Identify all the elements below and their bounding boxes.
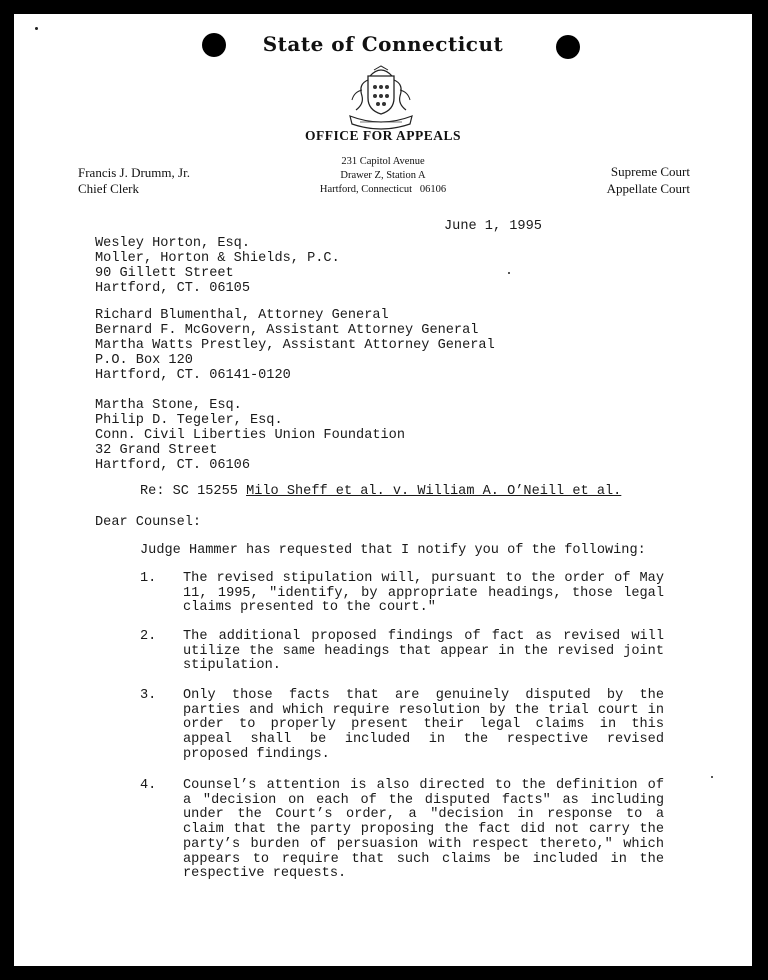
intro-paragraph: Judge Hammer has requested that I notify you of the following:	[140, 543, 646, 558]
item-text: Only those facts that are genuinely disputed by the parties and which require resolution by the trial court in order to properly present their legal claims in this appeal shall be included in the respective revised proposed findings.	[183, 688, 664, 762]
recipient-line: Conn. Civil Liberties Union Foundation	[95, 428, 405, 443]
office-heading: OFFICE FOR APPEALS	[304, 128, 461, 143]
recipient-block	[95, 398, 405, 473]
clerk-block	[78, 165, 190, 197]
recipient-block	[95, 308, 495, 383]
address-line: 231 Capitol Avenue	[341, 156, 425, 167]
recipient-line: 32 Grand Street	[95, 443, 218, 458]
item-text: The additional proposed findings of fact as revised will utilize the same headings that appear in the revised joint stipulation.	[183, 629, 664, 674]
recipient-line: 90 Gillett Street	[95, 266, 234, 281]
recipient-line: Martha Stone, Esq.	[95, 398, 242, 413]
clerk-name: Francis J. Drumm, Jr.	[78, 165, 190, 180]
speck-mark	[711, 776, 713, 778]
salutation: Dear Counsel:	[95, 515, 202, 530]
clerk-title: Chief Clerk	[78, 181, 140, 196]
recipient-line: Wesley Horton, Esq.	[95, 236, 250, 251]
speck-mark	[508, 272, 510, 274]
re-prefix: Re: SC 15255	[140, 484, 247, 499]
recipient-line: Martha Watts Prestley, Assistant Attorney General	[95, 338, 495, 353]
letter-page	[14, 14, 752, 966]
item-text: The revised stipulation will, pursuant to the order of May 11, 1995, "identify, by appropriate headings, those legal claims presented to the court."	[183, 571, 664, 616]
item-number: 4.	[140, 778, 157, 793]
case-caption: Milo Sheff et al. v. William A. O’Neill et al.	[246, 484, 622, 499]
item-number: 1.	[140, 571, 157, 586]
court-name: Supreme Court	[610, 164, 690, 179]
recipient-line: Hartford, CT. 06106	[95, 458, 250, 473]
address-line: Hartford, Connecticut 06106	[319, 184, 447, 195]
re-line	[140, 484, 621, 499]
recipient-line: Richard Blumenthal, Attorney General	[95, 308, 389, 323]
state-title: State of Connecticut	[262, 32, 504, 56]
recipient-line: Hartford, CT. 06141-0120	[95, 368, 291, 383]
item-number: 3.	[140, 688, 157, 703]
item-number: 2.	[140, 629, 157, 644]
recipient-line: Moller, Horton & Shields, P.C.	[95, 251, 340, 266]
recipient-line: Philip D. Tegeler, Esq.	[95, 413, 283, 428]
speck-mark	[35, 27, 38, 30]
courts-block	[607, 163, 690, 197]
item-text: Counsel’s attention is also directed to the definition of a "decision on each of the disputed facts" as including under the Court’s order, a "decision in response to a claim that the party proposing the fact did not carry the party’s burden of persuasion with respect thereto," which appears to require that such claims be included in the respective requests.	[183, 778, 664, 882]
recipient-block	[95, 236, 340, 296]
recipient-line: Bernard F. McGovern, Assistant Attorney General	[95, 323, 479, 338]
recipient-line: P.O. Box 120	[95, 353, 193, 368]
recipient-line: Hartford, CT. 06105	[95, 281, 250, 296]
state-seal-icon	[340, 62, 422, 134]
letter-date: June 1, 1995	[444, 219, 542, 234]
court-name: Appellate Court	[606, 181, 690, 196]
address-line: Drawer Z, Station A	[340, 170, 426, 181]
